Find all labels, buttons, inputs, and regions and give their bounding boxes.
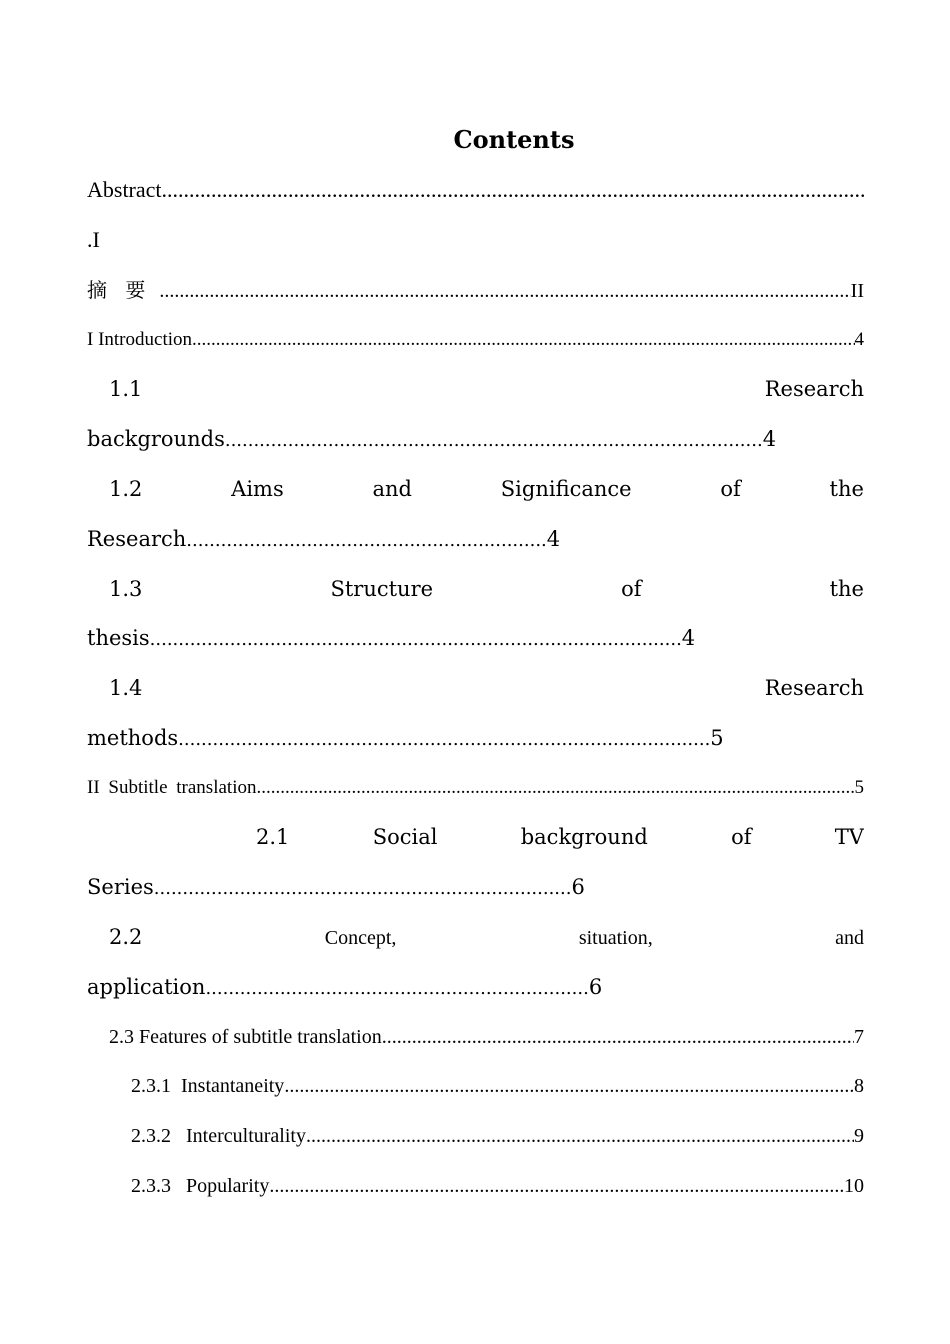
toc-entry-1-3[interactable] <box>109 573 864 605</box>
toc-entry-label: 2.3 Features of subtitle translation <box>109 1026 382 1048</box>
dot-leader <box>159 275 850 306</box>
toc-entry-label: 2.3.1 Instantaneity <box>131 1075 285 1097</box>
toc-entry-subtitle-translation[interactable] <box>87 772 864 804</box>
toc-entry-2-2[interactable] <box>109 921 864 953</box>
toc-entry-label: 摘 要 <box>87 278 152 302</box>
toc-entry-abstract-page: .I <box>87 227 100 252</box>
dot-leader <box>284 1070 854 1102</box>
toc-entry-page: 7 <box>854 1026 864 1048</box>
toc-entry-page: II <box>850 280 864 302</box>
toc-word: Social <box>372 825 438 849</box>
toc-entry-label: 2.3.2 Interculturality <box>131 1125 306 1147</box>
dot-leader <box>192 324 854 356</box>
toc-word: 2.2 <box>109 925 143 949</box>
toc-word: Concept, <box>324 927 397 949</box>
toc-entry-2-1[interactable] <box>256 821 864 853</box>
toc-entry-page: 8 <box>854 1075 864 1097</box>
toc-word: background <box>520 825 648 849</box>
toc-entry-1-3-cont[interactable] <box>87 622 864 654</box>
dot-leader: ............................................................... <box>186 530 547 551</box>
dot-leader: ............................................................................................. <box>149 629 682 650</box>
toc-entry-2-1-cont[interactable] <box>87 871 864 903</box>
toc-word: the <box>829 477 864 501</box>
dot-leader <box>306 1120 854 1152</box>
toc-entry-abstract[interactable] <box>87 174 864 206</box>
toc-entry-page: 6 <box>571 875 585 899</box>
toc-entry-introduction[interactable] <box>87 324 864 356</box>
toc-word: Significance <box>500 477 632 501</box>
toc-word: Research <box>764 676 864 700</box>
toc-entry-label: 2.3.3 Popularity <box>131 1175 270 1197</box>
toc-entry-page: 10 <box>844 1175 864 1197</box>
toc-word: Aims <box>231 477 284 501</box>
toc-entry-page: 4 <box>854 329 864 350</box>
toc-entry-2-3-3[interactable] <box>131 1170 864 1202</box>
toc-word: and <box>835 927 864 949</box>
dot-leader <box>269 1170 844 1202</box>
toc-entry-page: 4 <box>546 527 561 551</box>
dot-leader: ............................................................................................. <box>178 729 711 750</box>
dot-leader: ......................................................................... <box>153 878 572 899</box>
page-title: Contents <box>453 125 575 154</box>
toc-word: 1.4 <box>109 676 143 700</box>
toc-entry-label: backgrounds <box>87 427 225 451</box>
toc-word: 2.1 <box>256 825 290 849</box>
dot-leader: .............................................................................................. <box>224 430 763 451</box>
toc-entry-zhaiyao[interactable] <box>87 274 864 306</box>
dot-leader <box>382 1021 854 1053</box>
toc-entry-1-1-cont[interactable] <box>87 423 864 455</box>
toc-entry-page: 4 <box>762 427 777 451</box>
toc-word: 1.2 <box>109 477 143 501</box>
toc-entry-2-3-2[interactable] <box>131 1120 864 1152</box>
toc-entry-2-2-cont[interactable] <box>87 971 864 1003</box>
dot-leader <box>162 174 864 206</box>
toc-entry-label: thesis <box>87 626 150 650</box>
toc-word: Research <box>764 377 864 401</box>
toc-word: of <box>720 477 741 501</box>
toc-entry-1-4-cont[interactable] <box>87 722 864 754</box>
dot-leader <box>256 772 854 804</box>
toc-word: 1.1 <box>109 377 143 401</box>
toc-entry-2-3-1[interactable] <box>131 1070 864 1102</box>
toc-entry-2-3[interactable] <box>109 1021 864 1053</box>
toc-entry-label: II Subtitle translation <box>87 777 257 798</box>
toc-word: TV <box>834 825 864 849</box>
toc-word: 1.3 <box>109 577 143 601</box>
toc-entry-1-4[interactable] <box>109 672 864 704</box>
toc-word: situation, <box>578 927 653 949</box>
toc-word: of <box>621 577 642 601</box>
toc-entry-label: application <box>87 975 206 999</box>
toc-entry-page: 9 <box>854 1125 864 1147</box>
dot-leader: ................................................................... <box>205 978 589 999</box>
toc-word: the <box>829 577 864 601</box>
toc-word: and <box>372 477 413 501</box>
toc-entry-label: Abstract <box>87 177 162 202</box>
toc-entry-1-2-cont[interactable] <box>87 523 864 555</box>
toc-entry-page: 4 <box>681 626 696 650</box>
toc-entry-1-2[interactable] <box>109 473 864 505</box>
toc-entry-page: 6 <box>588 975 603 999</box>
toc-entry-page: 5 <box>710 726 724 750</box>
toc-word: of <box>731 825 752 849</box>
toc-entry-label: methods <box>87 726 179 750</box>
toc-entry-label: Series <box>87 875 154 899</box>
toc-entry-label: I Introduction <box>87 329 193 350</box>
toc-entry-label: Research <box>87 527 187 551</box>
toc-entry-1-1[interactable] <box>109 373 864 405</box>
toc-word: Structure <box>330 577 434 601</box>
toc-entry-page: 5 <box>854 777 864 798</box>
